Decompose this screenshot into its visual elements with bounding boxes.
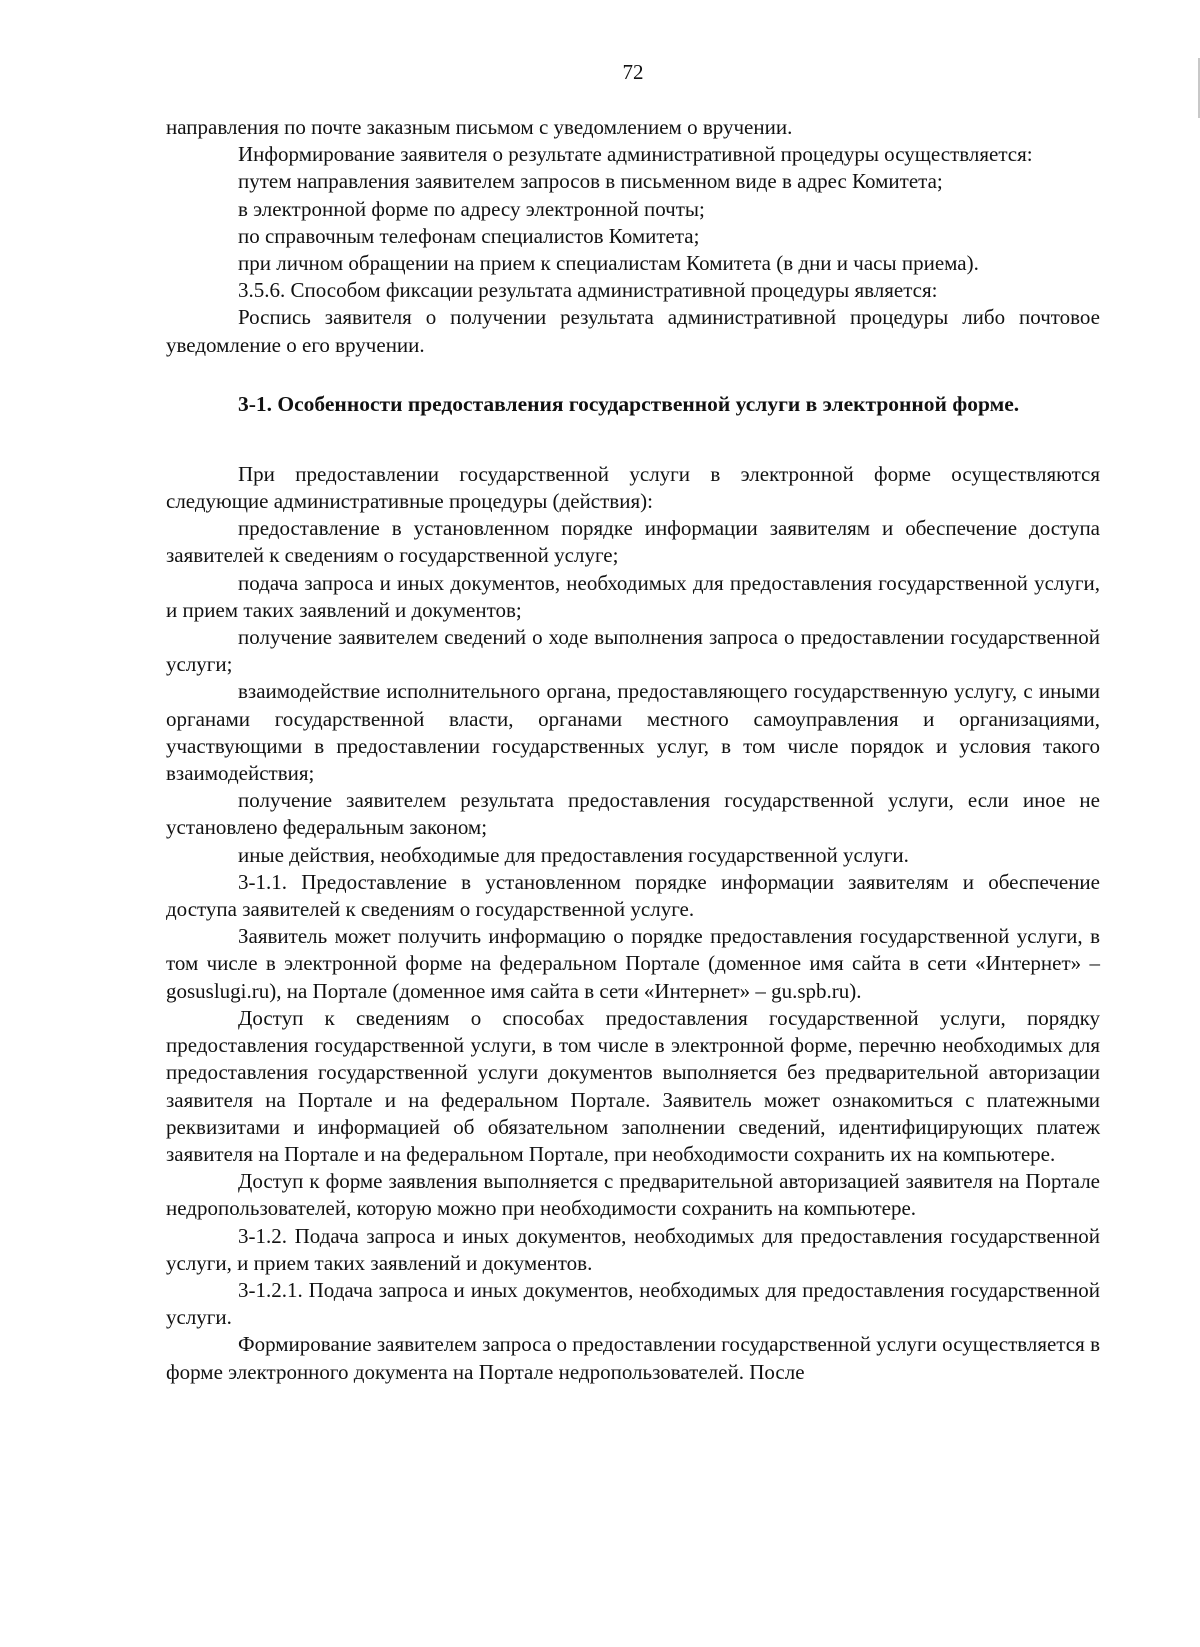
section-heading: 3-1. Особенности предоставления государственной услуги в электронной форме. [238, 391, 1020, 416]
paragraph: подача запроса и иных документов, необходимых для предоставления государственной услуги, и прием таких заявлений и документов; [166, 570, 1100, 622]
paragraph: Доступ к сведениям о способах предоставления государственной услуги, порядку предоставления государственной услуги, в том числе в электронной форме, перечню необходимых для предоставления государственной услуги документов выполняется без предварительной авторизации заявителя на Портале и на федеральном Портале. Заявитель может ознакомиться с платежными реквизитами и информацией об обязательном заполнении сведений, идентифицирующих платеж заявителя на Портале и на федеральном Портале, при необходимости сохранить их на компьютере. [166, 1005, 1100, 1166]
paragraph: Информирование заявителя о результате административной процедуры осуществляется: [238, 142, 1033, 167]
paragraph: 3-1.2. Подача запроса и иных документов, необходимых для предоставления государственной услуги, и прием таких заявлений и документов. [166, 1223, 1100, 1275]
paragraph: При предоставлении государственной услуги в электронной форме осуществляются следующие административные процедуры (действия): [166, 461, 1100, 514]
paragraph: 3.5.6. Способом фиксации результата административной процедуры является: [238, 278, 938, 303]
paragraph: в электронной форме по адресу электронной почты; [238, 196, 705, 221]
paragraph: получение заявителем результата предоставления государственной услуги, если иное не установлено федеральным законом; [166, 788, 1100, 840]
paragraph: получение заявителем сведений о ходе выполнения запроса о предоставлении государственной услуги; [166, 625, 1100, 677]
paragraph: Формирование заявителем запроса о предоставлении государственной услуги осуществляется в форме электронного документа на Портале недропользователей. После [166, 1332, 1100, 1384]
document-page [166, 0, 1100, 1647]
paragraph: взаимодействие исполнительного органа, предоставляющего государственную услугу, с иными органами государственной власти, органами местного самоуправления и организациями, участвующими в предоставлении государственных услуг, в том числе порядок и условия такого взаимодействия; [166, 679, 1100, 786]
paragraph: иные действия, необходимые для предоставления государственной услуги. [238, 842, 909, 867]
paragraph: по справочным телефонам специалистов Комитета; [238, 223, 700, 248]
paragraph: путем направления заявителем запросов в письменном виде в адрес Комитета; [238, 169, 943, 194]
page-number: 72 [622, 60, 644, 84]
paragraph: 3-1.1. Предоставление в установленном порядке информации заявителям и обеспечение доступа заявителей к сведениям о государственной услуге. [166, 869, 1100, 922]
paragraph: при личном обращении на прием к специалистам Комитета (в дни и часы приема). [238, 251, 979, 276]
paragraph: Заявитель может получить информацию о порядке предоставления государственной услуги, в том числе в электронной форме на федеральном Портале (доменное имя сайта в сети «Интернет» – gosuslugi.ru), на Портале (доменное имя сайта в сети «Интернет» – gu.spb.ru). [166, 924, 1100, 1003]
paragraph: Роспись заявителя о получении результата административной процедуры либо почтовое уведомление о его вручении. [166, 305, 1100, 357]
paragraph: направления по почте заказным письмом с уведомлением о вручении. [166, 115, 793, 139]
document-body [166, 114, 1100, 1386]
paragraph: предоставление в установленном порядке информации заявителям и обеспечение доступа заявителей к сведениям о государственной услуге; [166, 516, 1100, 568]
paragraph: Доступ к форме заявления выполняется с предварительной авторизацией заявителя на Портале недропользователей, которую можно при необходимости сохранить на компьютере. [166, 1169, 1100, 1221]
paragraph: 3-1.2.1. Подача запроса и иных документов, необходимых для предоставления государственной услуги. [166, 1277, 1100, 1330]
